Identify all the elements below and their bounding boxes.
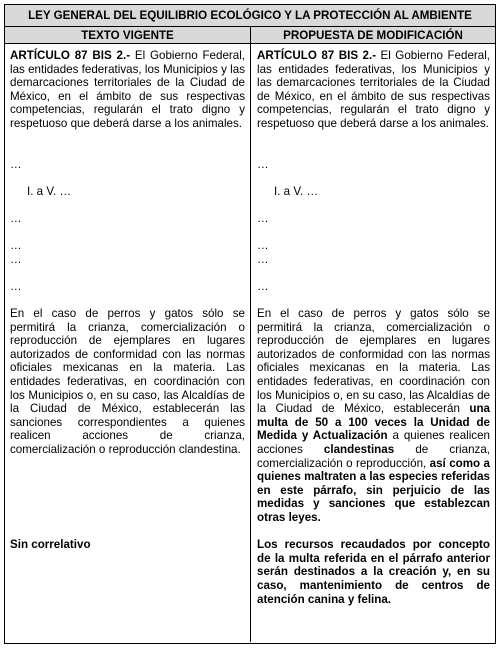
fractions-text: I. a V. …	[27, 184, 72, 198]
text-segment: a quienes realicen acciones	[257, 429, 490, 457]
ellipsis: …	[10, 211, 22, 225]
column-propuesta	[250, 44, 495, 642]
bold-segment: así como a quienes maltraten a las especies referidas en este párrafo, sin perjuicio de las medidas y sanciones que establezcan otras leyes.	[257, 456, 490, 524]
ellipsis: …	[10, 239, 22, 253]
article-label: ARTÍCULO 87 BIS 2.-	[10, 49, 131, 62]
ellipsis: …	[257, 239, 269, 253]
article-label: ARTÍCULO 87 BIS 2.-	[257, 49, 377, 62]
text-segment: de crianza, comercialización o reproducción,	[257, 443, 490, 470]
ellipsis: …	[257, 211, 269, 225]
header-texto-vigente: TEXTO VIGENTE	[81, 28, 174, 42]
bold-segment: una multa de 50 a 100 veces la Unidad de Medida y Actualización	[257, 402, 490, 443]
ellipsis: …	[257, 157, 269, 171]
comparison-table	[4, 4, 496, 644]
ellipsis: …	[257, 279, 269, 293]
bold-segment: clandestinas	[323, 443, 395, 457]
ellipsis: …	[10, 279, 22, 293]
table-header-row	[5, 27, 495, 44]
bold-segment: Los recursos recaudados por concepto de la multa referida en el párrafo anterior serán destinados a la creación y, en su caso, mantenimiento de centros de atención canina y felina.	[257, 538, 490, 606]
paragraph-recursos	[257, 538, 490, 606]
article-paragraph	[10, 49, 245, 131]
article-text: El Gobierno Federal, las entidades federativas, los Municipios y las demarcaciones territoriales de la Ciudad de México, en el ámbito de sus respectivas competencias, regularán el trato digno y respetuoso que deberá darse a los animales.	[10, 49, 246, 130]
no-correlate-text: Sin correlativo	[10, 537, 91, 551]
column-texto-vigente	[5, 44, 250, 642]
ellipsis: …	[257, 252, 269, 266]
paragraph-perros-gatos: En el caso de perros y gatos sólo se permitirá la crianza, comercialización o reproducción de ejemplares en lugares autorizados de conformidad con las normas oficiales mexicanas en la materia. Las entidades federativas, en coordinación con los Municipios o, en su caso, las Alcaldías de la Ciudad de México, establecerán las sanciones correspondientes a quienes realicen acciones de crianza, comercialización o reproducción clandestina.	[10, 307, 245, 457]
fractions-text: I. a V. …	[274, 184, 319, 198]
ellipsis: …	[10, 157, 22, 171]
article-text: El Gobierno Federal, las entidades federativas, los Municipios y las demarcaciones territoriales de la Ciudad de México, en el ámbito de sus respectivas competencias, regularán el trato digno y respetuoso que deberá darse a los animales.	[257, 49, 491, 130]
article-paragraph	[257, 49, 490, 131]
no-correlate-label	[10, 538, 245, 552]
header-propuesta: PROPUESTA DE MODIFICACIÓN	[250, 27, 495, 43]
table-title: LEY GENERAL DEL EQUILIBRIO ECOLÓGICO Y LA PROTECCIÓN AL AMBIENTE	[5, 5, 495, 27]
table-body-row	[5, 44, 495, 642]
text-segment: En el caso de perros y gatos sólo se permitirá la crianza, comercialización o reproducción de ejemplares en lugares autorizados de conformidad con las normas oficiales mexicanas en la materia. Las entidades federativas, en coordinación con los Municipios o, en su caso, las Alcaldías de la Ciudad de México, establecerán	[257, 307, 490, 416]
ellipsis: …	[10, 252, 22, 266]
paragraph-perros-gatos-propuesta	[257, 307, 490, 525]
